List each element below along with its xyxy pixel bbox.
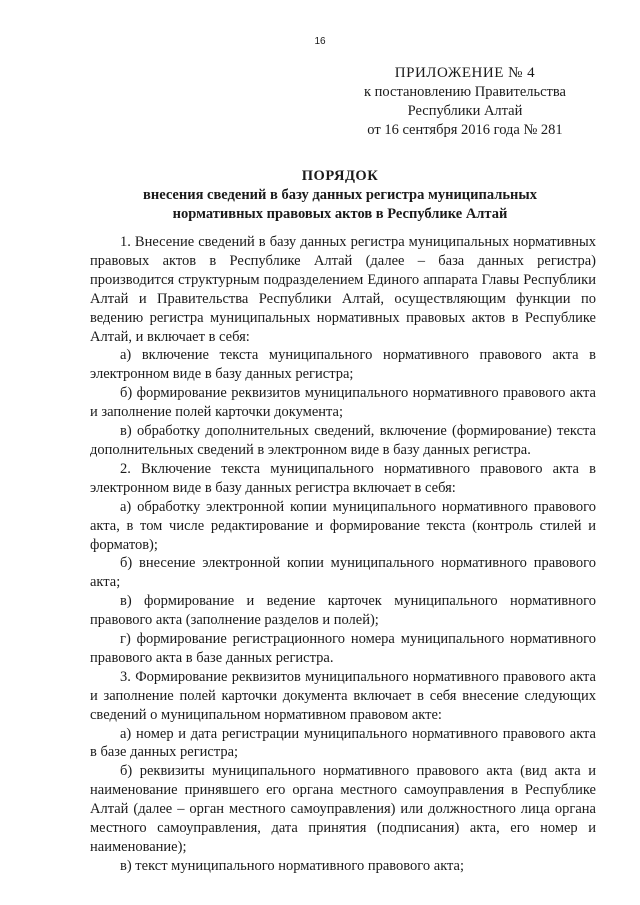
paragraph-3b: б) реквизиты муниципального нормативного правового акта (вид акта и наименование принявшего его органа местного самоуправления в Республике Алтай (далее – орган местного самоуправления) или должностного лица органа местного самоуправления, дата принятия (подписания) акта, его номер и наименование);	[90, 763, 596, 855]
appendix-line-3: от 16 сентября 2016 года № 281	[367, 122, 563, 138]
heading-line-1: внесения сведений в базу данных регистра муниципальных	[143, 187, 537, 203]
page-number: 16	[314, 36, 326, 47]
paragraph-3: 3. Формирование реквизитов муниципального нормативного правового акта и заполнение полей карточки документа включает в себя внесение следующих сведений о муниципальном нормативном правовом акте:	[90, 668, 596, 723]
paragraph-1c: в) обработку дополнительных сведений, включение (формирование) текста дополнительных сведений в электронном виде в базу данных регистра.	[90, 423, 596, 458]
paragraph-3a: а) номер и дата регистрации муниципального нормативного правового акта в базе данных регистра;	[90, 725, 596, 761]
paragraph-2a: а) обработку электронной копии муниципального нормативного правового акта, в том числе редактирование и формирование текста (контроль стилей и форматов);	[90, 498, 596, 553]
paragraph-1a: а) включение текста муниципального нормативного правового акта в электронном виде в базу данных регистра;	[90, 347, 596, 383]
heading-line-2: нормативных правовых актов в Республике Алтай	[172, 206, 508, 222]
appendix-block	[340, 64, 590, 140]
paragraph-1: 1. Внесение сведений в базу данных регистра муниципальных нормативных правовых актов в Республике Алтай (далее – база данных регистра) производится структурным подразделением Единого аппарата Главы Республики Алтай и Правительства Республики Алтай, осуществляющим функции по ведению регистра муниципальных нормативных правовых актов в Республике Алтай, и включает в себя:	[90, 234, 596, 345]
paragraph-2: 2. Включение текста муниципального нормативного правового акта в электронном виде в базу данных регистра включает в себя:	[90, 460, 596, 496]
paragraph-2c: в) формирование и ведение карточек муниципального нормативного правового акта (заполнение разделов и полей);	[90, 593, 596, 629]
document-heading	[90, 167, 590, 224]
paragraph-2b: б) внесение электронной копии муниципального нормативного правового акта;	[90, 555, 596, 591]
appendix-line-1: к постановлению Правительства	[364, 84, 566, 100]
paragraph-3c: в) текст муниципального нормативного правового акта;	[120, 857, 465, 874]
paragraph-1b: б) формирование реквизитов муниципального нормативного правового акта и заполнение полей карточки документа;	[90, 385, 596, 421]
appendix-title: ПРИЛОЖЕНИЕ № 4	[394, 65, 536, 81]
appendix-line-2: Республики Алтай	[407, 103, 523, 119]
paragraph-2d: г) формирование регистрационного номера муниципального нормативного правового акта в базе данных регистра.	[90, 631, 596, 666]
heading-title: ПОРЯДОК	[301, 168, 379, 184]
document-body	[90, 233, 596, 876]
